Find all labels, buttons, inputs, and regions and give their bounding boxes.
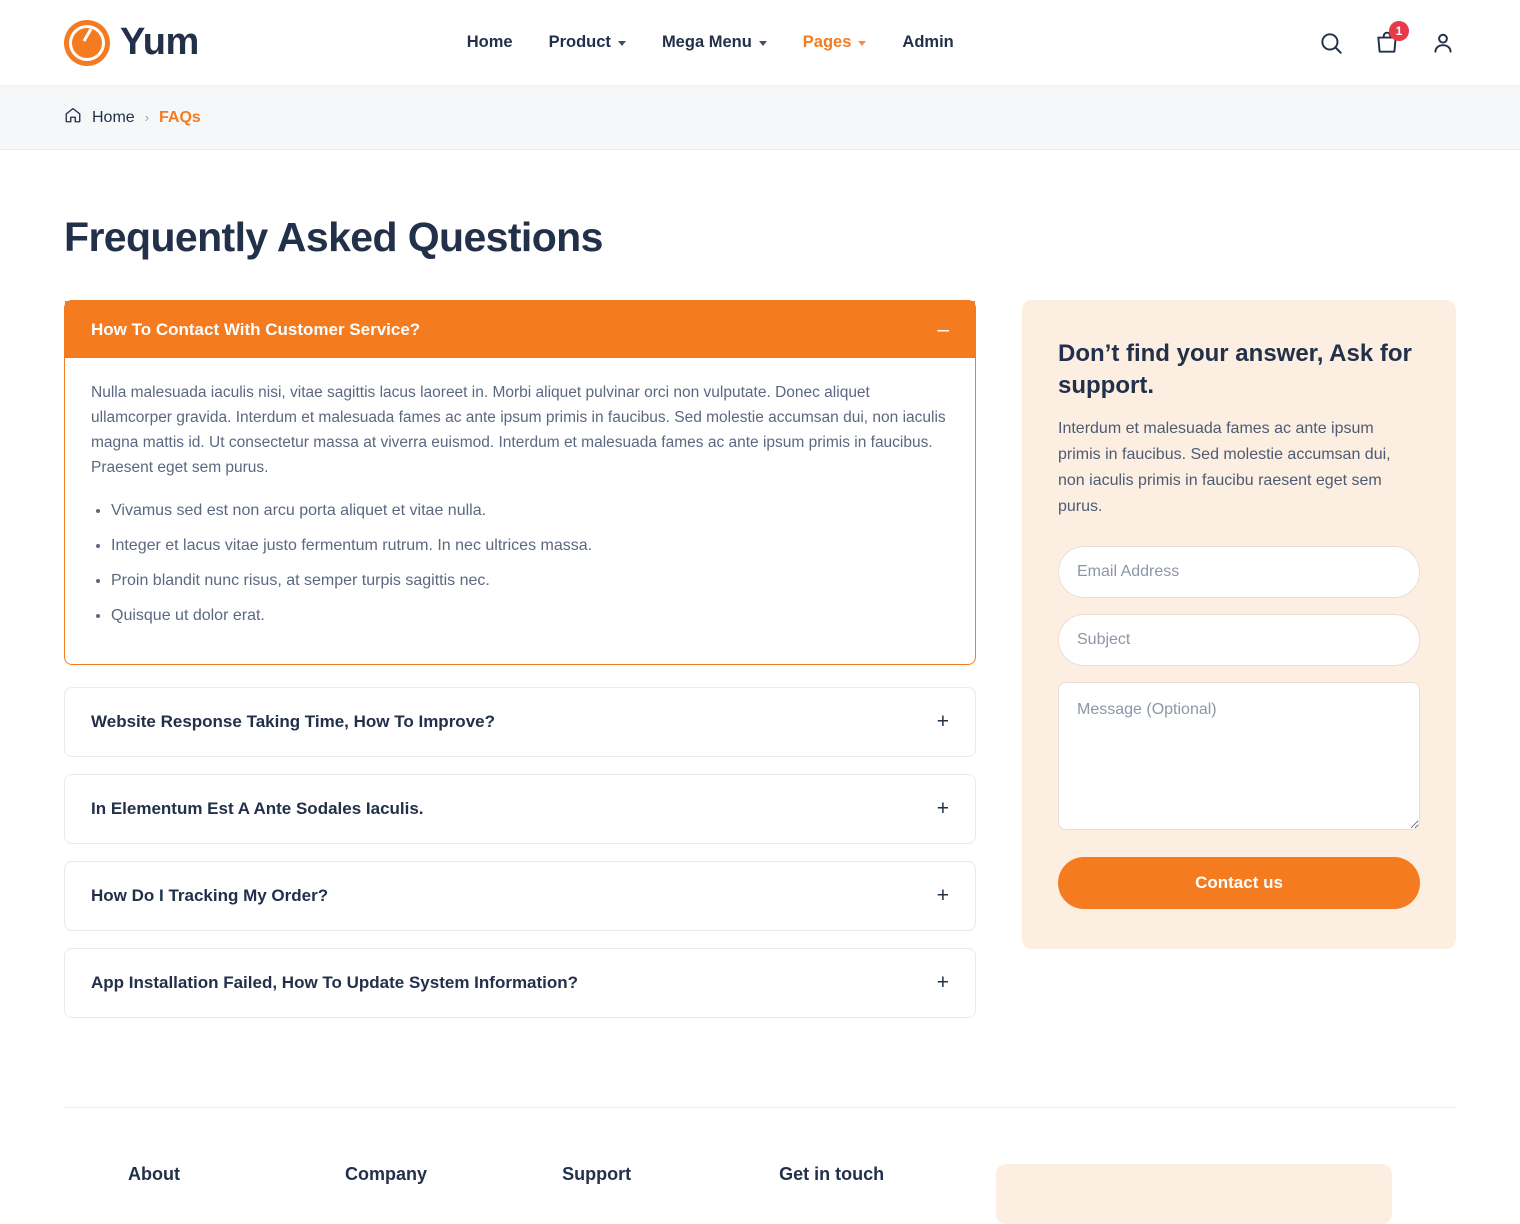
breadcrumb-current: FAQs: [159, 108, 201, 126]
footer-heading: About: [128, 1164, 180, 1185]
faq-question-header[interactable]: [65, 301, 975, 358]
faq-answer-bullets: [111, 498, 949, 629]
faq-answer-paragraph: Nulla malesuada iaculis nisi, vitae sagittis lacus laoreet in. Morbi aliquet pulvinar orci non vulputate. Donec aliquet ullamcorper gravida. Interdum et malesuada fames ac ante ipsum primis in faucibus. Sed molestie accumsan dui, non iaculis magna mattis id. Ut consectetur massa at viverra euismod. Interdum et malesuada fames ac ante ipsum primis in faucibus. Praesent eget sem purus.: [91, 384, 946, 477]
footer-newsletter-panel: [996, 1164, 1392, 1224]
faq-answer: [65, 358, 975, 664]
logo[interactable]: [64, 20, 199, 66]
collapse-icon[interactable]: –: [937, 318, 949, 341]
faq-item-collapsed[interactable]: [64, 687, 976, 757]
expand-icon[interactable]: +: [936, 884, 949, 908]
support-card: [1022, 300, 1456, 949]
chevron-down-icon: [759, 41, 767, 46]
footer-column-support: [562, 1164, 779, 1224]
nav-item-product[interactable]: [549, 33, 626, 52]
logo-icon: [64, 20, 110, 66]
chevron-down-icon: [858, 41, 866, 46]
main-content: [0, 150, 1520, 1224]
faq-question-text: How Do I Tracking My Order?: [91, 886, 329, 906]
faq-question-text: How To Contact With Customer Service?: [91, 319, 421, 339]
footer-heading: Support: [562, 1164, 632, 1185]
faq-list: [64, 300, 976, 1035]
breadcrumb: [0, 86, 1520, 150]
nav-item-label: Home: [466, 33, 513, 51]
subject-field[interactable]: [1058, 614, 1420, 666]
footer-column-company: [345, 1164, 562, 1224]
content-row: [64, 300, 1456, 1035]
nav-item-home[interactable]: [467, 33, 513, 52]
nav-item-label: Product: [548, 33, 611, 51]
faq-item-collapsed[interactable]: [64, 774, 976, 844]
support-title: Don’t find your answer, Ask for support.: [1058, 340, 1412, 399]
message-field[interactable]: [1058, 682, 1420, 830]
faq-question-text: App Installation Failed, How To Update System Information?: [91, 973, 579, 993]
site-header: [0, 0, 1520, 86]
chevron-down-icon: [618, 41, 626, 46]
list-item: • Vivamus sed est non arcu porta aliquet et vitae nulla.: [111, 498, 949, 524]
footer-column-get-in-touch: [779, 1164, 996, 1224]
page-title: Frequently Asked Questions: [64, 214, 603, 260]
faq-item-collapsed[interactable]: [64, 948, 976, 1018]
list-item: • Quisque ut dolor erat.: [111, 603, 949, 629]
cart-badge: 1: [1389, 21, 1409, 41]
footer-column-about: [128, 1164, 345, 1224]
site-footer: [64, 1107, 1456, 1224]
contact-us-button[interactable]: Contact us: [1058, 857, 1420, 909]
list-item: • Proin blandit nunc risus, at semper turpis sagittis nec.: [111, 568, 949, 594]
support-description: Interdum et malesuada fames ac ante ipsum primis in faucibus. Sed molestie accumsan dui, non iaculis primis in faucibu raesent eget sem purus.: [1058, 419, 1391, 516]
nav-item-label: Admin: [902, 33, 954, 51]
nav-item-pages[interactable]: [803, 33, 867, 52]
list-item: • Integer et lacus vitae justo fermentum rutrum. In nec ultrices massa.: [111, 533, 949, 559]
footer-heading: Company: [345, 1164, 428, 1185]
faq-question-text: In Elementum Est A Ante Sodales Iaculis.: [91, 799, 424, 819]
email-field[interactable]: [1058, 546, 1420, 598]
home-icon: [64, 106, 82, 129]
expand-icon[interactable]: +: [936, 971, 949, 995]
main-navigation: [467, 33, 954, 52]
nav-item-mega-menu[interactable]: [662, 33, 767, 52]
faq-item-collapsed[interactable]: [64, 861, 976, 931]
footer-heading: Get in touch: [779, 1164, 885, 1185]
nav-item-admin[interactable]: [902, 33, 953, 52]
search-icon[interactable]: [1318, 30, 1344, 56]
nav-item-label: Mega Menu: [661, 33, 752, 51]
user-icon[interactable]: [1430, 30, 1456, 56]
header-actions: [1318, 23, 1456, 56]
faq-question-text: Website Response Taking Time, How To Improve?: [91, 712, 495, 732]
expand-icon[interactable]: +: [936, 710, 949, 734]
faq-item-expanded: [64, 300, 976, 665]
nav-item-label: Pages: [802, 33, 852, 51]
chevron-right-icon: ›: [144, 110, 150, 125]
cart-icon[interactable]: [1374, 23, 1403, 56]
logo-text: Yum: [120, 21, 199, 63]
expand-icon[interactable]: +: [936, 797, 949, 821]
breadcrumb-home[interactable]: Home: [92, 108, 135, 126]
